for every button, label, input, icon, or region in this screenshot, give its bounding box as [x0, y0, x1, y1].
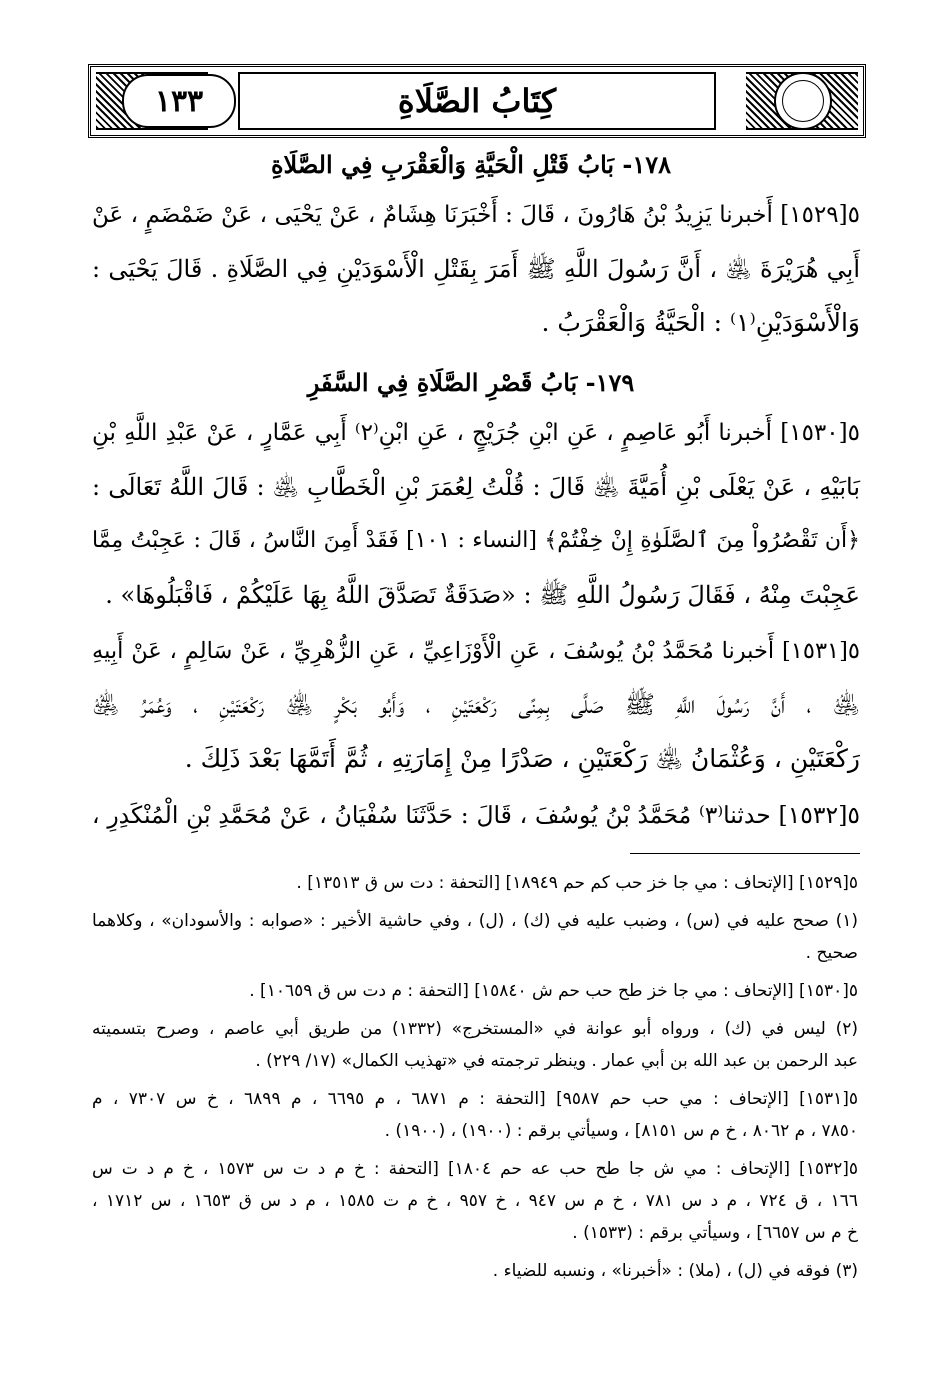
hadith-1529-line-1: ٥[١٥٢٩] أَخبرنا يَزِيدُ بْنُ هَارُونَ ، قَالَ : أَخْبَرَنَا هِشَامٌ ، عَنْ يَحْيَى ، عَنْ ضَمْضَمٍ ، عَنْ	[92, 202, 860, 228]
footnote-line: (٣) فوقه في (ل) ، (ملا) : «أخبرنا» ، ونسبه للضياء .	[492, 1261, 858, 1281]
hadith-1530-line-3: ﴿أَن تَقْصُرُواْ مِنَ ٱلصَّلَوٰةِ إِنْ خِفْتُمْ﴾ [النساء : ١٠١] فَقَدْ أَمِنَ النَّاسُ ، قَالَ : عَجِبْتُ مِمَّا	[92, 528, 860, 553]
hadith-1530-line-1: ٥[١٥٣٠] أَخبرنا أَبُو عَاصِمٍ ، عَنِ ابْنِ جُرَيْجٍ ، عَنِ ابْنِ⁽٢⁾ أَبِي عَمَّارٍ ، عَنْ عَبْدِ اللَّهِ بْنِ	[92, 420, 860, 446]
chapter-title: كِتَابُ الصَّلَاةِ	[397, 82, 557, 120]
page-number-box	[122, 74, 236, 128]
footnote-line: خ م س ٦٦٥٧] ، وسيأتي برقم : (١٥٣٣) .	[572, 1223, 858, 1243]
footnote-line: ٥[١٥٣٠] [الإتحاف : مي جا خز طح حب حم ش ١٥٨٤٠] [التحفة : م دت س ق ١٠٦٥٩] .	[249, 981, 858, 1001]
hadith-1529-line-2: أَبِي هُرَيْرَةَ ﵁ ، أَنَّ رَسُولَ اللَّهِ ﷺ أَمَرَ بِقَتْلِ الْأَسْوَدَيْنِ فِي الصَّلَاةِ . قَالَ يَحْيَى :	[92, 255, 860, 283]
chapter-title-box	[238, 72, 716, 130]
footnote-divider	[630, 853, 860, 854]
footnote-line: ٥[١٥٢٩] [الإتحاف : مي جا خز حب كم حم ١٨٩٤٩] [التحفة : دت س ق ١٣٥١٣] .	[296, 873, 858, 893]
footnote-line: ٥[١٥٣٢] [الإتحاف : مي ش جا طح حب عه حم ١٨٠٤] [التحفة : خ م د ت س ١٥٧٣ ، خ م د ت س	[92, 1159, 858, 1179]
hadith-1531-line-1: ٥[١٥٣١] أَخبرنا مُحَمَّدُ بْنُ يُوسُفَ ، عَنِ الْأَوْزَاعِيِّ ، عَنِ الزُّهْرِيِّ ، عَنْ سَالِمٍ ، عَنْ أَبِيهِ	[92, 638, 860, 664]
page-number: ١٣٣	[154, 83, 204, 119]
hadith-1531-line-2: ﵁ ، أَنَّ رَسُولَ اللَّهِ ﷺ صَلَّى بِمِنًى رَكْعَتَيْنِ ، وَأَبُو بَكْرٍ ﵁ رَكْعَتَيْنِ ، وَعُمَرُ ﵁	[92, 690, 860, 719]
section-heading-178: ١٧٨- بَابُ قَتْلِ الْحَيَّةِ وَالْعَقْرَبِ فِي الصَّلَاةِ	[270, 150, 672, 179]
seal-inner-ring	[782, 80, 824, 122]
footnote-line: عبد الرحمن بن عبد الله بن أبي عمار . وينظر ترجمته في «تهذيب الكمال» (١٧/ ٢٢٩) .	[255, 1051, 858, 1071]
footnote-line: ٧٨٥٠ ، م ٨٠٦٢ ، خ م س ٨١٥١] ، وسيأتي برقم : (١٩٠٠) ، (١٩٠٠) .	[384, 1121, 858, 1141]
page-header	[88, 64, 866, 138]
hadith-1532-line-1: ٥[١٥٣٢] حدثنا⁽٣⁾ مُحَمَّدُ بْنُ يُوسُفَ ، قَالَ : حَدَّثَنَا سُفْيَانُ ، عَنْ مُحَمَّدِ بْنِ الْمُنْكَدِرِ ،	[92, 801, 860, 829]
publisher-seal-icon	[774, 72, 832, 130]
footnote-line: (١) صحح عليه في (س) ، وضبب عليه في (ك) ، (ل) ، وفي حاشية الأخير : «صوابه : والأسودان» ، وكلاهما	[92, 911, 858, 931]
hadith-1529-line-3: وَالْأَسْوَدَيْنِ⁽١⁾ : الْحَيَّةُ وَالْعَقْرَبُ .	[541, 308, 860, 337]
footnote-line: ٥[١٥٣١] [الإتحاف : مي حب حم ٩٥٨٧] [التحفة : م ٦٨٧١ ، م ٦٦٩٥ ، م ٦٨٩٩ ، خ س ٧٣٠٧ ، م	[92, 1089, 859, 1109]
hadith-1530-line-4: عَجِبْتَ مِنْهُ ، فَقَالَ رَسُولُ اللَّهِ ﷺ : «صَدَقَةٌ تَصَدَّقَ اللَّهُ بِهَا عَلَيْكُمْ ، فَاقْبَلُوهَا» .	[105, 581, 860, 609]
footnote-line: صحيح .	[805, 943, 858, 963]
hadith-1530-line-2: بَابَيْهِ ، عَنْ يَعْلَى بْنِ أُمَيَّةَ ﵁ قَالَ : قُلْتُ لِعُمَرَ بْنِ الْخَطَّابِ ﵁ : قَالَ اللَّهُ تَعَالَى :	[92, 473, 860, 501]
footnote-line: ١٦٦ ، ق ٧٢٤ ، م د س ٧٨١ ، خ م س ٩٤٧ ، خ ٩٥٧ ، خ م ت ١٥٨٥ ، م د س ق ١٦٥٣ ، س ١٧١٢ ،	[92, 1191, 859, 1211]
hadith-1531-line-3: رَكْعَتَيْنِ ، وَعُثْمَانُ ﵁ رَكْعَتَيْنِ ، صَدْرًا مِنْ إِمَارَتِهِ ، ثُمَّ أَتَمَّهَا بَعْدَ ذَلِكَ .	[184, 744, 860, 773]
footnote-line: (٢) ليس في (ك) ، ورواه أبو عوانة في «المستخرج» (١٣٣٢) من طريق أبي عاصم ، وصرح بتسميته	[92, 1019, 858, 1039]
section-heading-179: ١٧٩- بَابُ قَصْرِ الصَّلَاةِ فِي السَّفَرِ	[307, 368, 635, 397]
